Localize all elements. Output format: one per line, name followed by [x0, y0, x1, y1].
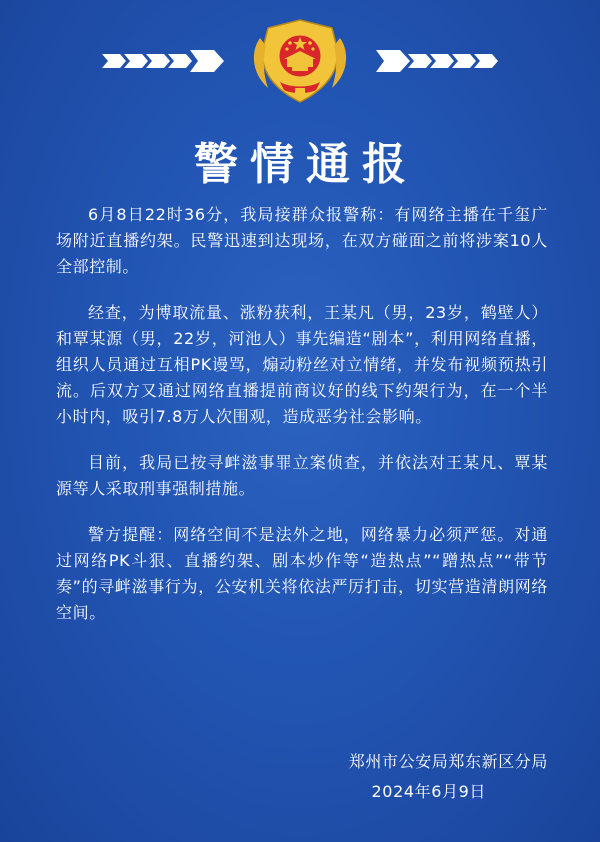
- police-emblem-icon: [246, 18, 354, 104]
- issuer-name: 郑州市公安局郑东新区分局: [348, 752, 548, 771]
- header: [0, 18, 600, 104]
- wing-icon-right: [370, 46, 498, 76]
- paragraph-action: 目前，我局已按寻衅滋事罪立案侦查，并依法对王某凡、覃某源等人采取刑事强制措施。: [56, 453, 548, 498]
- paragraph-investigation: 经查，为博取流量、涨粉获利，王某凡（男，23岁，鹤壁人）和覃某源（男，22岁，河池人）事先编造“剧本”，利用网络直播，组织人员通过互相PK谩骂，煽动粉丝对立情绪，并发布视频预热引流。后双方又通过网络直播提前商议好的线下约架行为，在一个半小时内，吸引7.8万人次围观，造成恶劣社会影响。: [56, 303, 548, 426]
- signature-block: [349, 747, 548, 807]
- issue-date: 2024年6月9日: [371, 782, 486, 801]
- paragraph-incident: 6月8日22时36分，我局接群众报警称：有网络主播在千玺广场附近直播约架。民警迅速到达现场，在双方碰面之前将涉案10人全部控制。: [56, 205, 548, 276]
- notice-title: 警情通报: [194, 139, 418, 190]
- paragraph-reminder: 警方提醒：网络空间不是法外之地，网络暴力必须严惩。对通过网络PK斗狠、直播约架、剧本炒作等“造热点”“蹭热点”“带节奏”的寻衅滋事行为，公安机关将依法严厉打击，切实营造清朗网络空间。: [56, 525, 548, 622]
- wing-icon-left: [102, 46, 230, 76]
- notice-body: [56, 202, 548, 646]
